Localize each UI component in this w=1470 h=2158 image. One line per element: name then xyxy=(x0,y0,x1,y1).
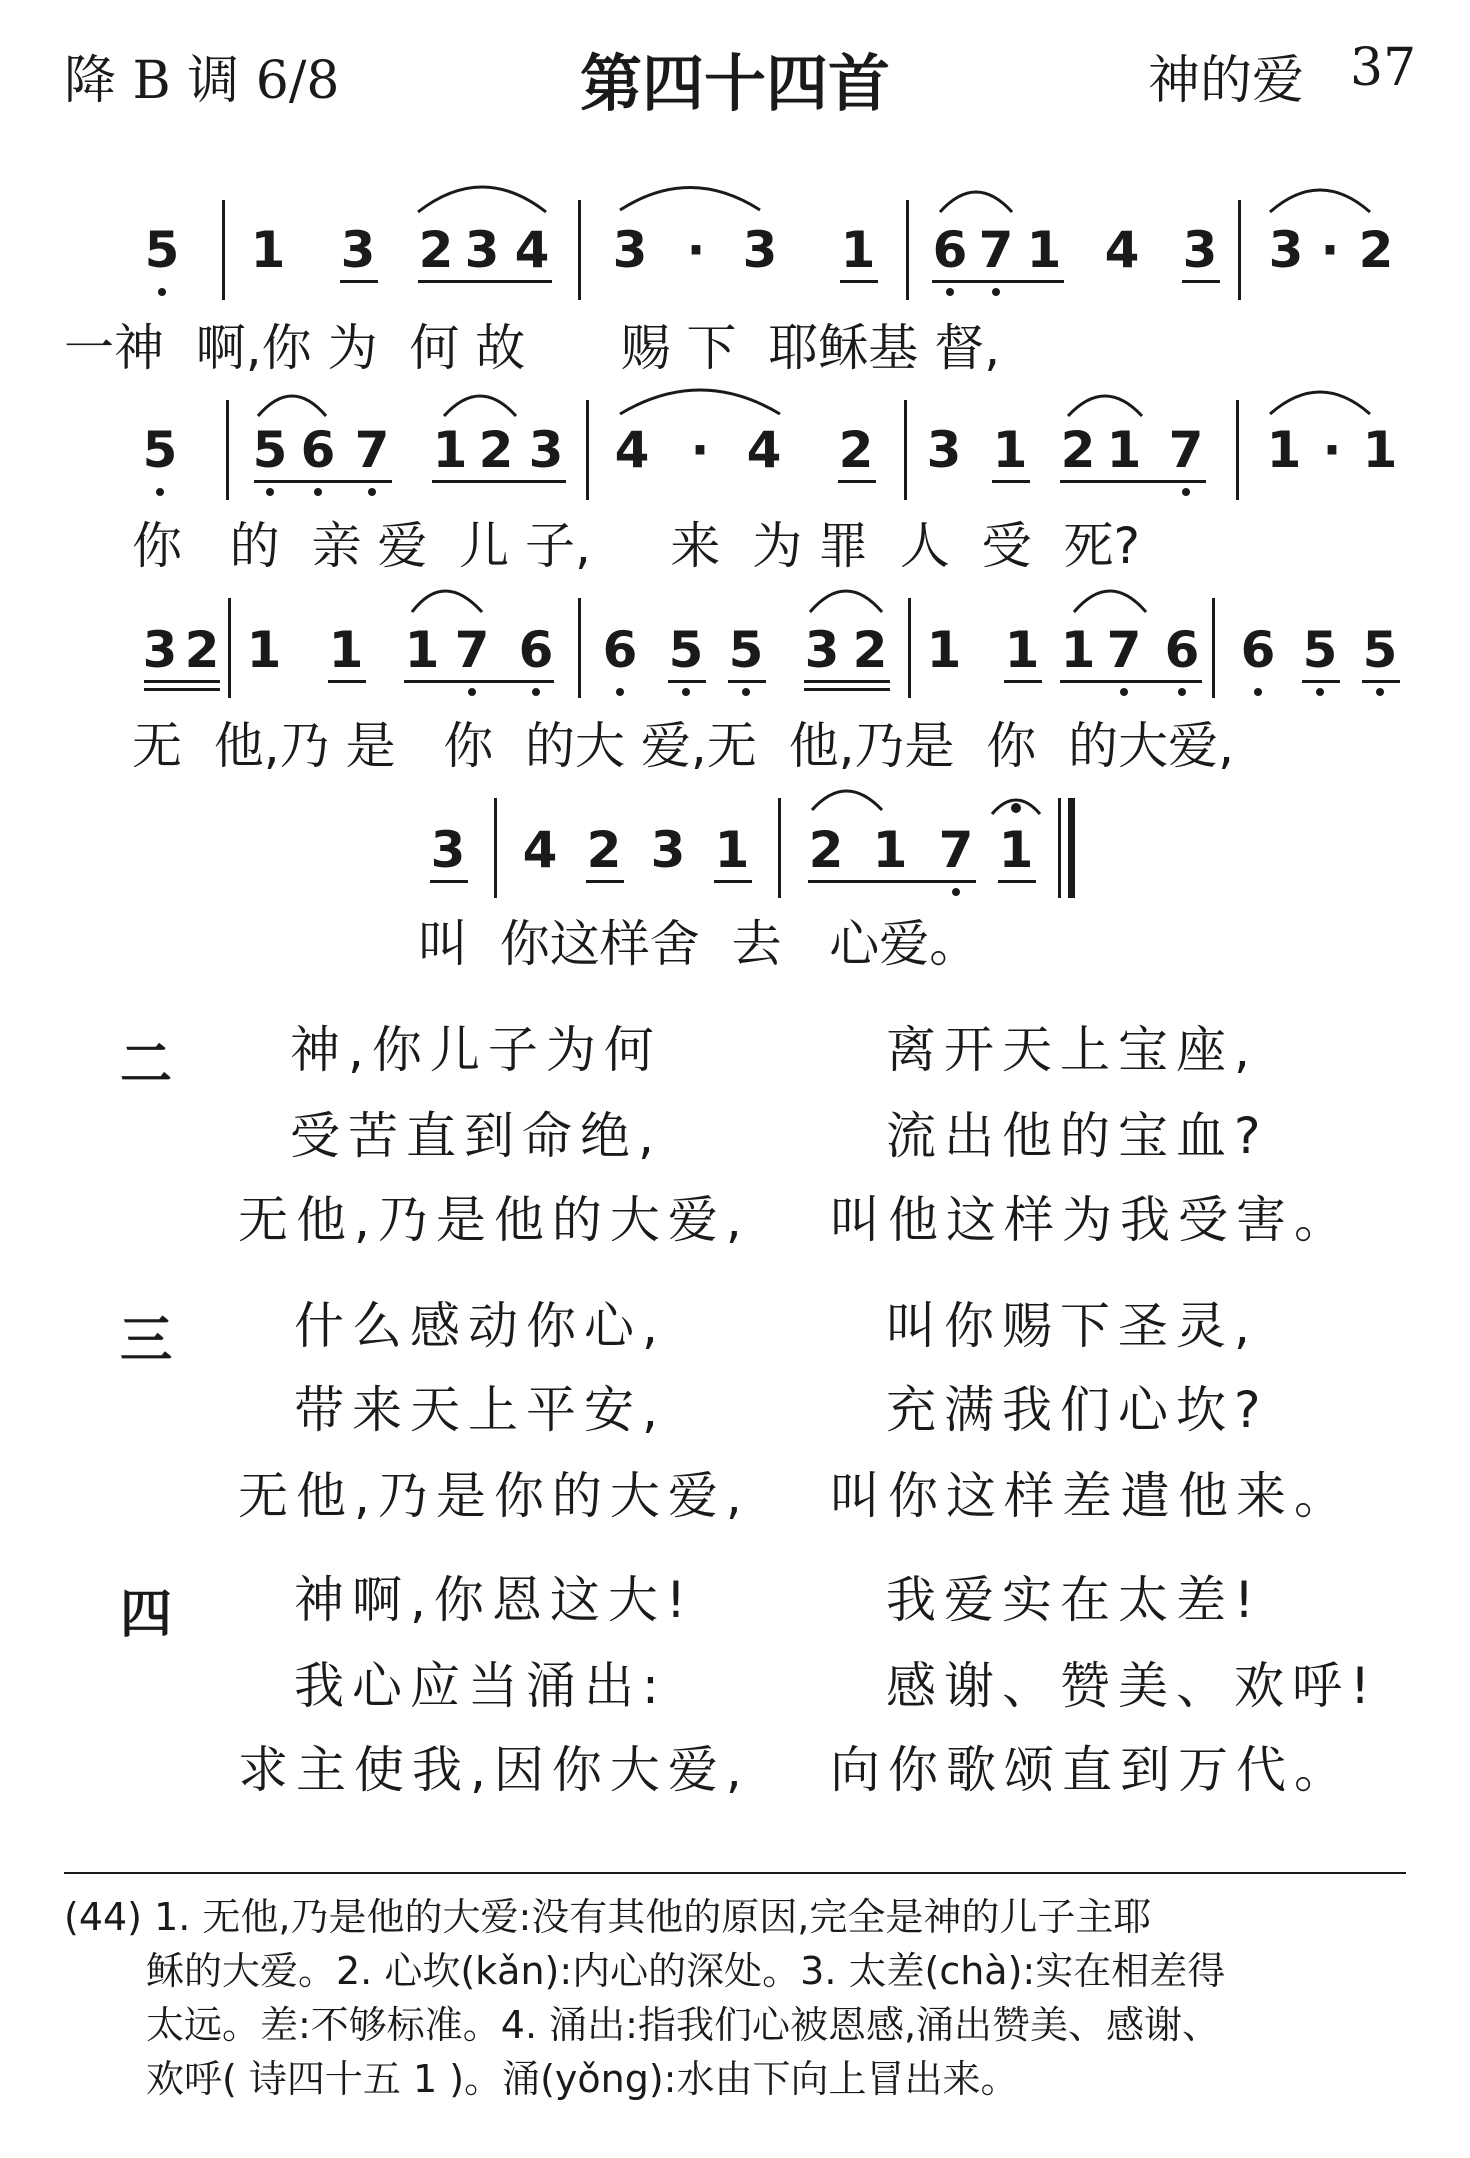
note: 3 xyxy=(650,821,686,879)
augmentation-dot: · xyxy=(1322,421,1342,479)
low-octave-dot xyxy=(532,688,540,696)
slur xyxy=(812,791,882,810)
underline xyxy=(998,880,1036,883)
lyrics-line-1: 一神 啊,你 为 何 故 赐 下 耶稣基 督, xyxy=(64,319,1001,377)
verse-line-left: 无他,乃是他的大爱, xyxy=(238,1191,750,1249)
note: 2 xyxy=(184,621,220,679)
note: 3 xyxy=(612,221,648,279)
low-octave-dot xyxy=(616,688,624,696)
low-octave-dot xyxy=(1254,688,1262,696)
low-octave-dot xyxy=(1182,488,1190,496)
underline xyxy=(432,480,566,483)
note: 4 xyxy=(614,421,650,479)
underline xyxy=(254,480,392,483)
note: 6 xyxy=(1240,621,1276,679)
verse-number: 三 xyxy=(120,1311,173,1371)
note: 1 xyxy=(714,821,750,879)
underline xyxy=(586,880,624,883)
note: 6 xyxy=(300,421,336,479)
augmentation-dot: · xyxy=(1320,221,1340,279)
note: 5 xyxy=(1302,621,1338,679)
barline xyxy=(908,598,911,698)
underline xyxy=(340,280,378,283)
underline xyxy=(728,680,766,683)
slur xyxy=(810,591,882,612)
low-octave-dot xyxy=(368,488,376,496)
footnote-line: 稣的大爱。2. 心坎(kǎn):内心的深处。3. 太差(chà):实在相差得 xyxy=(146,1949,1226,1993)
barline xyxy=(578,598,581,698)
note: 4 xyxy=(746,421,782,479)
note: 2 xyxy=(478,421,514,479)
note: 3 xyxy=(430,821,466,879)
note: 2 xyxy=(852,621,888,679)
fermata-dot xyxy=(1011,803,1021,813)
verse-line-left: 神,你儿子为何 xyxy=(290,1021,662,1079)
note: 1 xyxy=(840,221,876,279)
underline xyxy=(838,480,876,483)
note: 6 xyxy=(1164,621,1200,679)
underline xyxy=(804,688,890,691)
note: 5 xyxy=(144,221,180,279)
note: 1 xyxy=(404,621,440,679)
note: 2 xyxy=(586,821,622,879)
underline xyxy=(144,680,220,683)
verse-line-right: 叫他这样为我受害。 xyxy=(830,1191,1352,1249)
barline xyxy=(222,200,225,300)
slur xyxy=(940,192,1012,212)
final-barline-thick xyxy=(1068,798,1075,898)
note: 1 xyxy=(1266,421,1302,479)
slur xyxy=(444,396,516,416)
slur xyxy=(412,591,482,612)
barline xyxy=(226,400,229,500)
note: 3 xyxy=(926,421,962,479)
note: 7 xyxy=(454,621,490,679)
page-number: 37 xyxy=(1350,38,1417,98)
note: 5 xyxy=(252,421,288,479)
underline xyxy=(404,680,554,683)
barline xyxy=(904,400,907,500)
barline xyxy=(494,798,497,898)
note: 1 xyxy=(1362,421,1398,479)
barline xyxy=(1236,400,1239,500)
note: 1 xyxy=(872,821,908,879)
underline xyxy=(1362,680,1400,683)
note: 3 xyxy=(528,421,564,479)
note: 3 xyxy=(340,221,376,279)
note: 1 xyxy=(1106,421,1142,479)
note: 1 xyxy=(1004,621,1040,679)
note: 2 xyxy=(1060,421,1096,479)
note: 5 xyxy=(668,621,704,679)
low-octave-dot xyxy=(1316,688,1324,696)
low-octave-dot xyxy=(952,888,960,896)
note: 3 xyxy=(1182,221,1218,279)
note: 7 xyxy=(938,821,974,879)
slur xyxy=(1068,396,1142,416)
verse-line-right: 充满我们心坎? xyxy=(886,1381,1269,1439)
note: 3 xyxy=(1268,221,1304,279)
note: 2 xyxy=(838,421,874,479)
barline xyxy=(586,400,589,500)
verse-line-left: 神啊,你恩这大! xyxy=(294,1571,694,1629)
low-octave-dot xyxy=(314,488,322,496)
low-octave-dot xyxy=(158,288,166,296)
slur xyxy=(620,390,780,414)
verse-line-left: 什么感动你心, xyxy=(294,1297,666,1355)
slur xyxy=(620,188,760,211)
augmentation-dot: · xyxy=(686,221,706,279)
verse-line-right: 流出他的宝血? xyxy=(886,1107,1269,1165)
verse-number: 二 xyxy=(120,1035,173,1095)
note: 1 xyxy=(1026,221,1062,279)
note: 1 xyxy=(926,621,962,679)
underline xyxy=(418,280,552,283)
note: 4 xyxy=(514,221,550,279)
verse-line-right: 叫你这样差遣他来。 xyxy=(830,1467,1352,1525)
note: 1 xyxy=(992,421,1028,479)
low-octave-dot xyxy=(1178,688,1186,696)
note: 2 xyxy=(1358,221,1394,279)
underline xyxy=(668,680,706,683)
slur xyxy=(1074,591,1146,612)
underline xyxy=(840,280,878,283)
low-octave-dot xyxy=(682,688,690,696)
note: 1 xyxy=(246,621,282,679)
underline xyxy=(1004,680,1042,683)
footnote xyxy=(64,1890,1414,2106)
note: 4 xyxy=(522,821,558,879)
verse-line-right: 叫你赐下圣灵, xyxy=(886,1297,1258,1355)
footnote-line: 太远。差:不够标准。4. 涌出:指我们心被恩感,涌出赞美、感谢、 xyxy=(146,2003,1221,2047)
verse-line-right: 感谢、赞美、欢呼! xyxy=(886,1657,1379,1715)
verse-line-left: 无他,乃是你的大爱, xyxy=(238,1467,750,1525)
note: 3 xyxy=(464,221,500,279)
final-barline-thin xyxy=(1058,798,1061,898)
barline xyxy=(906,200,909,300)
note: 2 xyxy=(808,821,844,879)
verse-line-right: 离开天上宝座, xyxy=(886,1021,1258,1079)
underline xyxy=(804,680,890,683)
slur xyxy=(258,396,326,416)
note: 7 xyxy=(978,221,1014,279)
note: 4 xyxy=(1104,221,1140,279)
verse-line-right: 向你歌颂直到万代。 xyxy=(830,1741,1352,1799)
underline xyxy=(1060,680,1202,683)
footnote-divider xyxy=(64,1872,1406,1874)
footnote-line: (44) 1. 无他,乃是他的大爱:没有其他的原因,完全是神的儿子主耶 xyxy=(64,1895,1152,1939)
low-octave-dot xyxy=(1120,688,1128,696)
note: 1 xyxy=(328,621,364,679)
barline xyxy=(578,200,581,300)
note: 1 xyxy=(250,221,286,279)
verse-line-right: 我爱实在太差! xyxy=(886,1571,1263,1629)
note: 7 xyxy=(354,421,390,479)
slur xyxy=(1270,190,1370,212)
low-octave-dot xyxy=(1376,688,1384,696)
note: 3 xyxy=(742,221,778,279)
note: 3 xyxy=(804,621,840,679)
low-octave-dot xyxy=(946,288,954,296)
note: 5 xyxy=(728,621,764,679)
footnote-line: 欢呼( 诗四十五 1 )。涌(yǒng):水由下向上冒出来。 xyxy=(146,2057,1019,2101)
underline xyxy=(328,680,366,683)
low-octave-dot xyxy=(156,488,164,496)
lyrics-line-4: 叫 你这样舍 去 心爱。 xyxy=(418,915,980,973)
hymn-title: 第四十四首 xyxy=(579,47,890,120)
verse-line-left: 受苦直到命绝, xyxy=(290,1107,662,1165)
barline xyxy=(1238,200,1241,300)
underline xyxy=(808,880,976,883)
slur xyxy=(418,187,546,212)
underline xyxy=(714,880,752,883)
verse-line-left: 带来天上平安, xyxy=(294,1381,666,1439)
verse-line-left: 求主使我,因你大爱, xyxy=(238,1741,750,1799)
key-meter: 降 B 调 6/8 xyxy=(64,51,340,111)
barline xyxy=(778,798,781,898)
underline xyxy=(430,880,468,883)
verse-line-left: 我心应当涌出: xyxy=(294,1657,667,1715)
note: 7 xyxy=(1168,421,1204,479)
note: 6 xyxy=(518,621,554,679)
note: 5 xyxy=(1362,621,1398,679)
underline xyxy=(1182,280,1220,283)
note: 1 xyxy=(998,821,1034,879)
note: 2 xyxy=(418,221,454,279)
low-octave-dot xyxy=(266,488,274,496)
category-label: 神的爱 xyxy=(1148,51,1305,111)
lyrics-line-2: 你 的 亲 爱 儿 子, 来 为 罪 人 受 死? xyxy=(132,517,1140,575)
underline xyxy=(144,688,220,691)
verse-number: 四 xyxy=(120,1585,173,1645)
note: 7 xyxy=(1106,621,1142,679)
note: 3 xyxy=(142,621,178,679)
underline xyxy=(932,280,1064,283)
barline xyxy=(1212,598,1215,698)
underline xyxy=(992,480,1030,483)
barline xyxy=(228,598,231,698)
slur xyxy=(1270,392,1370,414)
note: 1 xyxy=(1060,621,1096,679)
note: 5 xyxy=(142,421,178,479)
augmentation-dot: · xyxy=(690,421,710,479)
note: 6 xyxy=(602,621,638,679)
note: 1 xyxy=(432,421,468,479)
lyrics-line-3: 无 他,乃 是 你 的大 爱,无 他,乃是 你 的大爱, xyxy=(132,717,1234,775)
underline xyxy=(1302,680,1340,683)
low-octave-dot xyxy=(468,688,476,696)
low-octave-dot xyxy=(992,288,1000,296)
note: 6 xyxy=(932,221,968,279)
low-octave-dot xyxy=(742,688,750,696)
underline xyxy=(1060,480,1206,483)
